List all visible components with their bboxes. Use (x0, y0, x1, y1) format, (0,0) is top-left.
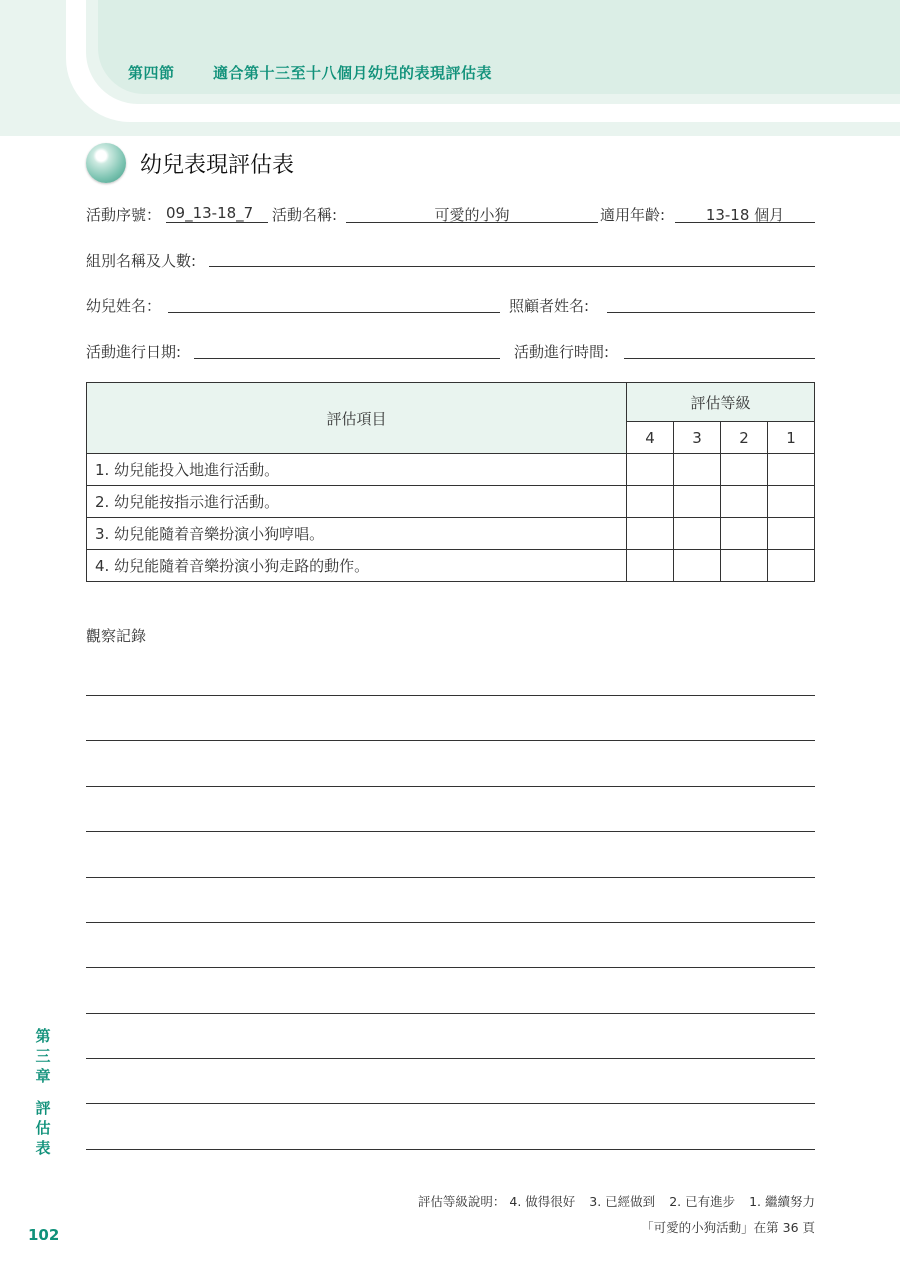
activity-name-value: 可愛的小狗 (434, 206, 510, 224)
item-2-grade-4-cell[interactable] (627, 486, 674, 518)
group-input-line[interactable] (209, 266, 815, 267)
item-3-grade-2-cell[interactable] (721, 518, 768, 550)
item-3: 3. 幼兒能隨着音樂扮演小狗哼唱。 (87, 518, 627, 550)
table-row (87, 518, 815, 550)
chapter-marker (32, 1026, 54, 1158)
item-2-grade-1-cell[interactable] (768, 486, 815, 518)
page-title: 幼兒表現評估表 (140, 152, 295, 178)
observation-line[interactable] (86, 786, 815, 787)
grade-legend-label: 評估等級說明： (417, 1194, 506, 1209)
item-2-grade-2-cell[interactable] (721, 486, 768, 518)
item-4-grade-3-cell[interactable] (674, 550, 721, 582)
item-4: 4. 幼兒能隨着音樂扮演小狗走路的動作。 (87, 550, 627, 582)
item-2: 2. 幼兒能按指示進行活動。 (87, 486, 627, 518)
observation-line[interactable] (86, 695, 815, 696)
grade-column-header: 評估等級 (627, 383, 815, 422)
activity-no-label: 活動序號： (86, 206, 162, 224)
item-1-grade-3-cell[interactable] (674, 454, 721, 486)
child-name-input-line[interactable] (168, 312, 500, 313)
item-1-grade-4-cell[interactable] (627, 454, 674, 486)
observation-line[interactable] (86, 1149, 815, 1150)
grade-2-header: 2 (721, 422, 768, 454)
grade-legend (418, 1192, 815, 1210)
item-3-grade-1-cell[interactable] (768, 518, 815, 550)
observation-line[interactable] (86, 877, 815, 878)
time-input-line[interactable] (624, 358, 815, 359)
activity-no-value: 09_13-18_7 (166, 204, 254, 222)
observation-line[interactable] (86, 1013, 815, 1014)
carer-name-input-line[interactable] (607, 312, 815, 313)
section-title: 適合第十三至十八個月幼兒的表現評估表 (213, 64, 493, 82)
item-4-grade-1-cell[interactable] (768, 550, 815, 582)
bubble-icon (86, 143, 126, 183)
evaluation-table (86, 382, 815, 582)
table-row (87, 454, 815, 486)
age-label: 適用年齡: (600, 206, 666, 224)
observation-line[interactable] (86, 740, 815, 741)
time-label: 活動進行時間: (514, 343, 610, 361)
item-3-grade-3-cell[interactable] (674, 518, 721, 550)
section-number: 第四節 (128, 64, 175, 82)
grade-4-header: 4 (627, 422, 674, 454)
item-1: 1. 幼兒能投入地進行活動。 (87, 454, 627, 486)
age-value: 13-18 個月 (705, 206, 785, 224)
table-row (87, 486, 815, 518)
page-number: 102 (28, 1226, 60, 1244)
group-label: 組別名稱及人數: (86, 252, 197, 270)
date-input-line[interactable] (194, 358, 500, 359)
child-name-label: 幼兒姓名： (86, 297, 162, 315)
activity-name-label: 活動名稱: (272, 206, 338, 224)
legend-4: 4. 做得很好 (509, 1194, 576, 1209)
legend-1: 1. 繼續努力 (749, 1194, 815, 1209)
observation-title: 觀察記錄 (86, 627, 147, 645)
item-1-grade-2-cell[interactable] (721, 454, 768, 486)
activity-no-line (166, 222, 268, 223)
observation-line[interactable] (86, 831, 815, 832)
table-row (87, 550, 815, 582)
date-label: 活動進行日期: (86, 343, 182, 361)
legend-3: 3. 已經做到 (589, 1194, 656, 1209)
item-1-grade-1-cell[interactable] (768, 454, 815, 486)
observation-line[interactable] (86, 922, 815, 923)
chapter-topic: 評估表 (35, 1099, 51, 1157)
item-2-grade-3-cell[interactable] (674, 486, 721, 518)
item-4-grade-2-cell[interactable] (721, 550, 768, 582)
age-line (675, 222, 815, 223)
observation-line[interactable] (86, 1103, 815, 1104)
grade-1-header: 1 (768, 422, 815, 454)
table-header-row (87, 383, 815, 422)
observation-line[interactable] (86, 1058, 815, 1059)
item-3-grade-4-cell[interactable] (627, 518, 674, 550)
legend-2: 2. 已有進步 (669, 1194, 736, 1209)
observation-line[interactable] (86, 967, 815, 968)
activity-name-line (346, 222, 598, 223)
page-title-block (86, 140, 294, 186)
activity-reference: 「可愛的小狗活動」在第 36 頁 (641, 1220, 815, 1235)
carer-name-label: 照顧者姓名: (509, 297, 590, 315)
chapter-spacer (32, 1086, 54, 1098)
chapter-label: 第三章 (35, 1027, 51, 1085)
grade-3-header: 3 (674, 422, 721, 454)
item-column-header: 評估項目 (87, 383, 627, 454)
item-4-grade-4-cell[interactable] (627, 550, 674, 582)
